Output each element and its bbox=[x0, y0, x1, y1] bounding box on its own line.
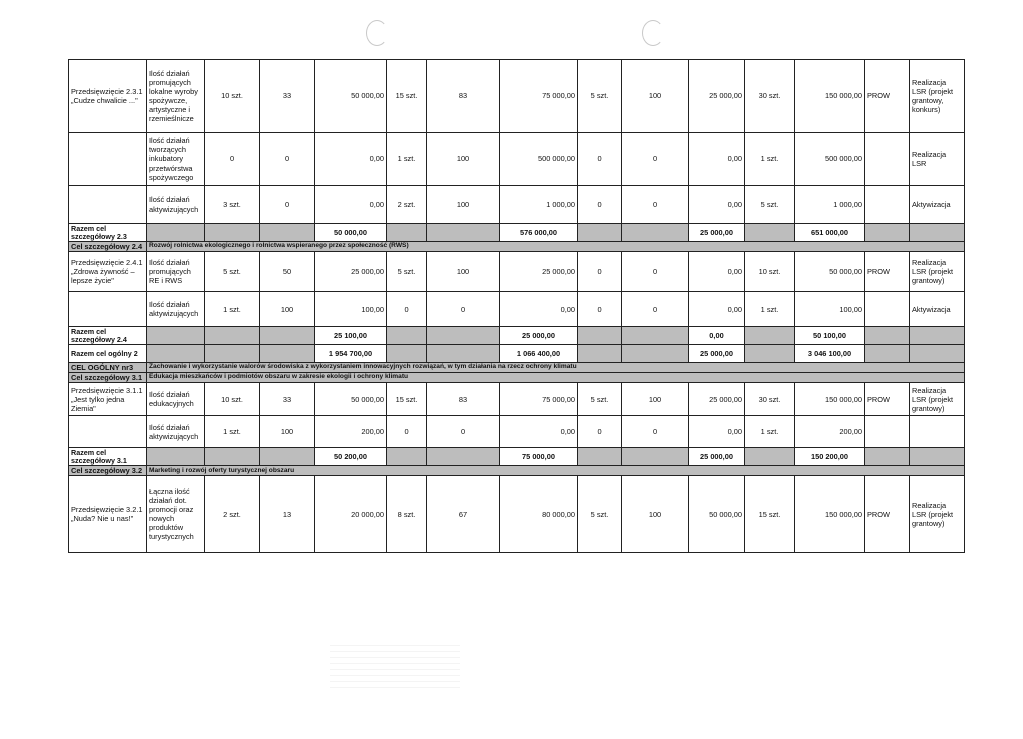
undertaking-cell: Przedsięwzięcie 2.3.1 „Cudze chwalicie ..." bbox=[69, 60, 147, 133]
amount-cell: 1 000,00 bbox=[795, 186, 865, 224]
source-cell: PROW bbox=[865, 476, 910, 553]
shaded-cell bbox=[910, 327, 965, 345]
shaded-cell bbox=[745, 345, 795, 363]
amount-cell: 25 000,00 bbox=[315, 252, 387, 292]
shaded-cell bbox=[622, 327, 689, 345]
indicator-cell: Ilość działań aktywizujących bbox=[147, 292, 205, 327]
budget-table bbox=[68, 59, 965, 553]
shaded-cell bbox=[745, 448, 795, 466]
amount-cell: 150 000,00 bbox=[795, 476, 865, 553]
indicator-cell: Ilość działań promujących RE i RWS bbox=[147, 252, 205, 292]
shaded-cell bbox=[622, 345, 689, 363]
indicator-cell: Ilość działań aktywizujących bbox=[147, 416, 205, 448]
source-cell bbox=[865, 186, 910, 224]
goal-description: Rozwój rolnictwa ekologicznego i rolnictwa wspieranego przez społeczność (RWS) bbox=[147, 242, 965, 252]
subtotal-value: 50 200,00 bbox=[315, 448, 387, 466]
indicator-cell: Łączna ilość działań dot. promocji oraz nowych produktów turystycznych bbox=[147, 476, 205, 553]
shaded-cell bbox=[745, 224, 795, 242]
subtotal-value: 75 000,00 bbox=[500, 448, 578, 466]
value-cell: 100 bbox=[260, 292, 315, 327]
goal-description: Zachowanie i wykorzystanie walorów środowiska z wykorzystaniem innowacyjnych rozwiązań, w tym działania na rzecz ochrony klimatu bbox=[147, 363, 965, 373]
undertaking-cell bbox=[69, 416, 147, 448]
table-row bbox=[69, 476, 965, 553]
value-cell: 0 bbox=[578, 186, 622, 224]
subtotal-value: 25 000,00 bbox=[689, 345, 745, 363]
value-cell: 0 bbox=[427, 292, 500, 327]
shaded-cell bbox=[387, 345, 427, 363]
shaded-cell bbox=[427, 224, 500, 242]
subtotal-value: 50 000,00 bbox=[315, 224, 387, 242]
undertaking-cell: Przedsięwzięcie 2.4.1 „Zdrowa żywność – lepsze życie" bbox=[69, 252, 147, 292]
value-cell: 0 bbox=[205, 133, 260, 186]
goal-header-row bbox=[69, 466, 965, 476]
goal-label: Cel szczegółowy 2.4 bbox=[69, 242, 147, 252]
value-cell: 0 bbox=[578, 416, 622, 448]
amount-cell: 0,00 bbox=[315, 186, 387, 224]
subtotal-row bbox=[69, 448, 965, 466]
subtotal-label: Razem cel szczegółowy 3.1 bbox=[69, 448, 147, 466]
goal-label: Cel szczegółowy 3.1 bbox=[69, 373, 147, 383]
amount-cell: 20 000,00 bbox=[315, 476, 387, 553]
note-cell: Realizacja LSR (projekt grantowy, konkurs) bbox=[910, 60, 965, 133]
amount-cell: 25 000,00 bbox=[689, 60, 745, 133]
subtotal-value: 25 000,00 bbox=[689, 224, 745, 242]
amount-cell: 0,00 bbox=[689, 416, 745, 448]
amount-cell: 25 000,00 bbox=[500, 252, 578, 292]
value-cell: 15 szt. bbox=[745, 476, 795, 553]
value-cell: 30 szt. bbox=[745, 60, 795, 133]
value-cell: 0 bbox=[622, 416, 689, 448]
amount-cell: 50 000,00 bbox=[315, 60, 387, 133]
goal-header-row bbox=[69, 373, 965, 383]
value-cell: 83 bbox=[427, 383, 500, 416]
value-cell: 5 szt. bbox=[205, 252, 260, 292]
undertaking-cell bbox=[69, 292, 147, 327]
value-cell: 100 bbox=[260, 416, 315, 448]
subtotal-value: 651 000,00 bbox=[795, 224, 865, 242]
shaded-cell bbox=[427, 448, 500, 466]
amount-cell: 200,00 bbox=[315, 416, 387, 448]
shaded-cell bbox=[865, 345, 910, 363]
subtotal-row bbox=[69, 345, 965, 363]
subtotal-label: Razem cel szczegółowy 2.3 bbox=[69, 224, 147, 242]
value-cell: 0 bbox=[578, 133, 622, 186]
amount-cell: 25 000,00 bbox=[689, 383, 745, 416]
shaded-cell bbox=[910, 224, 965, 242]
subtotal-row bbox=[69, 327, 965, 345]
subtotal-label: Razem cel ogólny 2 bbox=[69, 345, 147, 363]
amount-cell: 200,00 bbox=[795, 416, 865, 448]
subtotal-value: 3 046 100,00 bbox=[795, 345, 865, 363]
table-row bbox=[69, 383, 965, 416]
indicator-cell: Ilość działań aktywizujących bbox=[147, 186, 205, 224]
shaded-cell bbox=[147, 345, 205, 363]
indicator-cell: Ilość działań edukacyjnych bbox=[147, 383, 205, 416]
source-cell bbox=[865, 292, 910, 327]
source-cell bbox=[865, 133, 910, 186]
amount-cell: 500 000,00 bbox=[795, 133, 865, 186]
value-cell: 83 bbox=[427, 60, 500, 133]
indicator-cell: Ilość działań tworzących inkubatory przetwórstwa spożywczego bbox=[147, 133, 205, 186]
table-row bbox=[69, 186, 965, 224]
goal-label: CEL OGÓLNY nr3 bbox=[69, 363, 147, 373]
amount-cell: 75 000,00 bbox=[500, 383, 578, 416]
shaded-cell bbox=[147, 224, 205, 242]
value-cell: 0 bbox=[387, 416, 427, 448]
value-cell: 15 szt. bbox=[387, 383, 427, 416]
value-cell: 10 szt. bbox=[205, 383, 260, 416]
value-cell: 33 bbox=[260, 60, 315, 133]
shaded-cell bbox=[427, 345, 500, 363]
subtotal-value: 25 100,00 bbox=[315, 327, 387, 345]
shaded-cell bbox=[387, 224, 427, 242]
shaded-cell bbox=[865, 224, 910, 242]
table-row bbox=[69, 416, 965, 448]
value-cell: 1 szt. bbox=[745, 133, 795, 186]
value-cell: 1 szt. bbox=[745, 292, 795, 327]
amount-cell: 500 000,00 bbox=[500, 133, 578, 186]
subtotal-value: 25 000,00 bbox=[500, 327, 578, 345]
value-cell: 67 bbox=[427, 476, 500, 553]
value-cell: 8 szt. bbox=[387, 476, 427, 553]
shaded-cell bbox=[205, 448, 260, 466]
shaded-cell bbox=[147, 448, 205, 466]
amount-cell: 50 000,00 bbox=[795, 252, 865, 292]
subtotal-value: 25 000,00 bbox=[689, 448, 745, 466]
goal-description: Marketing i rozwój oferty turystycznej obszaru bbox=[147, 466, 965, 476]
shaded-cell bbox=[205, 345, 260, 363]
value-cell: 30 szt. bbox=[745, 383, 795, 416]
undertaking-cell bbox=[69, 186, 147, 224]
shaded-cell bbox=[205, 224, 260, 242]
value-cell: 100 bbox=[427, 252, 500, 292]
value-cell: 10 szt. bbox=[745, 252, 795, 292]
indicator-cell: Ilość działań promujących lokalne wyroby spożywcze, artystyczne i rzemieślnicze bbox=[147, 60, 205, 133]
table-row bbox=[69, 60, 965, 133]
note-cell bbox=[910, 416, 965, 448]
value-cell: 10 szt. bbox=[205, 60, 260, 133]
value-cell: 2 szt. bbox=[205, 476, 260, 553]
value-cell: 100 bbox=[427, 186, 500, 224]
shaded-cell bbox=[622, 448, 689, 466]
value-cell: 1 szt. bbox=[205, 292, 260, 327]
shaded-cell bbox=[745, 327, 795, 345]
note-cell: Aktywizacja bbox=[910, 186, 965, 224]
value-cell: 1 szt. bbox=[387, 133, 427, 186]
shaded-cell bbox=[578, 224, 622, 242]
value-cell: 2 szt. bbox=[387, 186, 427, 224]
shaded-cell bbox=[910, 345, 965, 363]
subtotal-value: 0,00 bbox=[689, 327, 745, 345]
shaded-cell bbox=[622, 224, 689, 242]
amount-cell: 100,00 bbox=[315, 292, 387, 327]
shaded-cell bbox=[865, 448, 910, 466]
shaded-cell bbox=[578, 448, 622, 466]
value-cell: 0 bbox=[260, 133, 315, 186]
shaded-cell bbox=[205, 327, 260, 345]
amount-cell: 0,00 bbox=[689, 292, 745, 327]
amount-cell: 150 000,00 bbox=[795, 60, 865, 133]
shaded-cell bbox=[260, 327, 315, 345]
subtotal-row bbox=[69, 224, 965, 242]
amount-cell: 0,00 bbox=[689, 252, 745, 292]
note-cell: Realizacja LSR bbox=[910, 133, 965, 186]
amount-cell: 50 000,00 bbox=[315, 383, 387, 416]
amount-cell: 80 000,00 bbox=[500, 476, 578, 553]
value-cell: 0 bbox=[578, 292, 622, 327]
value-cell: 0 bbox=[427, 416, 500, 448]
undertaking-cell bbox=[69, 133, 147, 186]
note-cell: Realizacja LSR (projekt grantowy) bbox=[910, 252, 965, 292]
source-cell: PROW bbox=[865, 383, 910, 416]
amount-cell: 0,00 bbox=[500, 292, 578, 327]
note-cell: Realizacja LSR (projekt grantowy) bbox=[910, 476, 965, 553]
shaded-cell bbox=[387, 448, 427, 466]
subtotal-value: 50 100,00 bbox=[795, 327, 865, 345]
value-cell: 0 bbox=[622, 186, 689, 224]
note-cell: Aktywizacja bbox=[910, 292, 965, 327]
table-row bbox=[69, 292, 965, 327]
amount-cell: 0,00 bbox=[689, 186, 745, 224]
shaded-cell bbox=[910, 448, 965, 466]
punch-hole-right bbox=[642, 20, 664, 46]
amount-cell: 150 000,00 bbox=[795, 383, 865, 416]
value-cell: 1 szt. bbox=[745, 416, 795, 448]
value-cell: 100 bbox=[427, 133, 500, 186]
punch-hole-left bbox=[366, 20, 388, 46]
amount-cell: 100,00 bbox=[795, 292, 865, 327]
source-cell: PROW bbox=[865, 60, 910, 133]
undertaking-cell: Przedsięwzięcie 3.1.1 „Jest tylko jedna Ziemia" bbox=[69, 383, 147, 416]
value-cell: 5 szt. bbox=[578, 476, 622, 553]
shaded-cell bbox=[578, 327, 622, 345]
shaded-cell bbox=[865, 327, 910, 345]
value-cell: 5 szt. bbox=[387, 252, 427, 292]
amount-cell: 0,00 bbox=[315, 133, 387, 186]
shaded-cell bbox=[147, 327, 205, 345]
value-cell: 13 bbox=[260, 476, 315, 553]
value-cell: 33 bbox=[260, 383, 315, 416]
subtotal-value: 1 066 400,00 bbox=[500, 345, 578, 363]
shaded-cell bbox=[578, 345, 622, 363]
amount-cell: 1 000,00 bbox=[500, 186, 578, 224]
table-row bbox=[69, 252, 965, 292]
shaded-cell bbox=[427, 327, 500, 345]
value-cell: 100 bbox=[622, 383, 689, 416]
amount-cell: 75 000,00 bbox=[500, 60, 578, 133]
goal-header-row bbox=[69, 242, 965, 252]
goal-label: Cel szczegółowy 3.2 bbox=[69, 466, 147, 476]
shaded-cell bbox=[260, 224, 315, 242]
value-cell: 0 bbox=[578, 252, 622, 292]
value-cell: 5 szt. bbox=[745, 186, 795, 224]
amount-cell: 0,00 bbox=[500, 416, 578, 448]
faded-stamp bbox=[330, 640, 460, 688]
shaded-cell bbox=[260, 448, 315, 466]
value-cell: 0 bbox=[622, 252, 689, 292]
shaded-cell bbox=[260, 345, 315, 363]
value-cell: 0 bbox=[387, 292, 427, 327]
amount-cell: 0,00 bbox=[689, 133, 745, 186]
shaded-cell bbox=[387, 327, 427, 345]
subtotal-value: 1 954 700,00 bbox=[315, 345, 387, 363]
value-cell: 15 szt. bbox=[387, 60, 427, 133]
value-cell: 100 bbox=[622, 60, 689, 133]
table-row bbox=[69, 133, 965, 186]
source-cell bbox=[865, 416, 910, 448]
value-cell: 3 szt. bbox=[205, 186, 260, 224]
value-cell: 1 szt. bbox=[205, 416, 260, 448]
goal-header-row bbox=[69, 363, 965, 373]
value-cell: 0 bbox=[622, 133, 689, 186]
value-cell: 5 szt. bbox=[578, 60, 622, 133]
value-cell: 0 bbox=[260, 186, 315, 224]
amount-cell: 50 000,00 bbox=[689, 476, 745, 553]
value-cell: 0 bbox=[622, 292, 689, 327]
undertaking-cell: Przedsięwzięcie 3.2.1 „Nuda? Nie u nas!" bbox=[69, 476, 147, 553]
subtotal-value: 576 000,00 bbox=[500, 224, 578, 242]
subtotal-value: 150 200,00 bbox=[795, 448, 865, 466]
value-cell: 100 bbox=[622, 476, 689, 553]
note-cell: Realizacja LSR (projekt grantowy) bbox=[910, 383, 965, 416]
value-cell: 50 bbox=[260, 252, 315, 292]
value-cell: 5 szt. bbox=[578, 383, 622, 416]
source-cell: PROW bbox=[865, 252, 910, 292]
subtotal-label: Razem cel szczegółowy 2.4 bbox=[69, 327, 147, 345]
goal-description: Edukacja mieszkańców i podmiotów obszaru w zakresie ekologii i ochrony klimatu bbox=[147, 373, 965, 383]
